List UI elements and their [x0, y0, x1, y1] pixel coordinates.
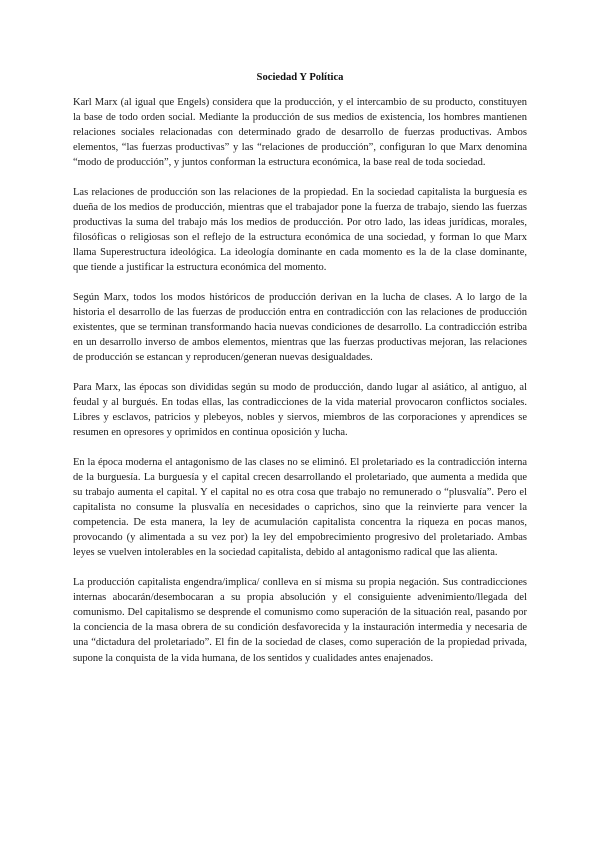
paragraph: Para Marx, las épocas son divididas según su modo de producción, dando lugar al asiático, al antiguo, al feudal y al burgués. En todas ellas, las contradicciones de la vida material provocaron conflictos sociales. Libres y esclavos, patricios y plebeyos, nobles y siervos, miembros de las corporaciones y aprendices se resumen en opresores y oprimidos en continua oposición y lucha.: [73, 382, 527, 439]
paragraph: Las relaciones de producción son las relaciones de la propiedad. En la sociedad capitalista la burguesía es dueña de los medios de producción, mientras que el trabajador pone la fuerza de trabajo, siendo las fuerzas productivas la suma del trabajo más los medios de producción. Por otro lado, las ideas jurídicas, morales, filosóficas o religiosas son el reflejo de la estructura económica de una sociedad, y forman lo que Marx llama Superestructura ideológica. La ideología dominante en cada momento es la de la clase dominante, que tiende a justificar la estructura económica del momento.: [73, 186, 527, 274]
paragraph: Según Marx, todos los modos históricos de producción derivan en la lucha de clases. A lo largo de la historia el desarrollo de las fuerzas de producción entra en contradicción con las relaciones de producción existentes, que se terminan transformando hacia nuevas condiciones de desarrollo. La contradicción estriba en un desarrollo inverso de ambos elementos, mientras que las fuerzas productivas mejoran, las relaciones de producción se estancan y reproducen/generan nuevas desigualdades.: [73, 292, 527, 364]
paragraph: La producción capitalista engendra/implica/ conlleva en sí misma su propia negación. Sus contradicciones internas abocarán/desembocaran a su propia absolución y el consiguiente advenimiento/llegada del comunismo. Del capitalismo se desprende el comunismo como superación de la situación real, pasando por la conciencia de la masa obrera de su condición desfavorecida y la instauración intermedia y necesaria de una “dictadura del proletariado”. El fin de la sociedad de clases, como superación de la propiedad privada, supone la conquista de la vida humana, de los sentidos y cualidades antes enajenados.: [73, 577, 527, 664]
paragraph: En la época moderna el antagonismo de las clases no se eliminó. El proletariado es la contradicción interna de la burguesía. La burguesía y el capital crecen desarrollando el proletariado, que aumenta a medida que su trabajo aumenta el capital. Y el capital no es otra cosa que trabajo no remunerado o “plusvalía”. Pero el capitalista no consume la plusvalía en necesidades o caprichos, sino que la reinvierte para vencer la competencia. De esta manera, la ley de acumulación capitalista concentra la riqueza en pocas manos, provocando (y alimentada a su vez por) la ley del empobrecimiento progresivo del proletariado. Ambas leyes se vuelven intolerables en la sociedad capitalista, debido al antagonismo radical que las alienta.: [73, 456, 527, 559]
document-title: Sociedad Y Política: [256, 72, 344, 83]
paragraph: Karl Marx (al igual que Engels) considera que la producción, y el intercambio de su producto, constituyen la base de todo orden social. Mediante la producción de sus medios de existencia, los hombres mantienen relaciones sociales relacionadas con determinado grado de desarrollo de fuerzas productivas. Ambos elementos, “las fuerzas productivas” y las “relaciones de producción”, configuran lo que Marx denomina “modo de producción”, y juntos conforman la estructura económica, la base real de toda sociedad.: [73, 97, 527, 169]
document-body: [73, 95, 527, 680]
